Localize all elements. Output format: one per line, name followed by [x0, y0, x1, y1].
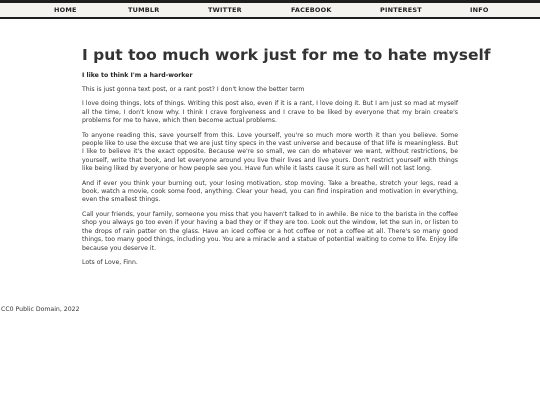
nav-link-twitter[interactable]: TWITTER [208, 6, 242, 14]
nav-bar [0, 3, 540, 19]
article-paragraph: Call your friends, your family, someone you miss that you haven't talked to in awhile. Be nice to the barista in the coffee shop you always go too even if your having a bad they or if they are too. Look out the window, let the sun in, or listen to the drops of rain patter on the glass. Have an iced coffee or a hot coffee or not a coffee at all. There's so many good things, too many good things, including you. You are a miracle and a statue of potential waiting to come to life. Enjoy life because you deserve it. [82, 210, 458, 252]
nav-link-home[interactable]: HOME [54, 6, 77, 14]
article-paragraph: This is just gonna text post, or a rant post? I don't know the better term [82, 86, 305, 93]
article [82, 45, 491, 267]
nav-link-tumblr[interactable]: TUMBLR [128, 6, 160, 14]
nav-link-facebook[interactable]: FACEBOOK [291, 6, 332, 14]
nav-link-pinterest[interactable]: PINTEREST [380, 6, 422, 14]
article-title: I put too much work just for me to hate myself [82, 46, 491, 64]
article-signoff: Lots of Love, Finn. [82, 258, 138, 266]
nav-link-info[interactable]: INFO [470, 6, 489, 14]
article-paragraph: And if ever you think your burning out, your losing motivation, stop moving. Take a breathe, stretch your legs, read a book, watch a movie, cook some food, anything. Clear your head, you can find inspiration and motivation in everything, even the smallest things. [82, 179, 458, 204]
article-paragraph: I love doing things, lots of things. Writing this post also, even if it is a rant, I love doing it. But I am just so mad at myself all the time, I don't know why. I think I crave forgiveness and I crave to be liked by everyone that my brain create's problems for me to have, which then become actual problems. [82, 100, 458, 125]
article-paragraph: To anyone reading this, save yourself from this. Love yourself, you're so much more worth it than you believe. Some people like to use the excuse that we are just tiny specs in the vast universe and because of that life is meaningless. But I like to believe it's the exact opposite. Because we're so small, we can do whatever we want, without restrictions, be yourself, write that book, and let everyone around you live their lives and live yours. Don't restrict yourself with things like being liked by everyone or how people see you. Have fun while it lasts cause it sure as hell will not last long. [82, 131, 458, 173]
article-subtitle: I like to think I'm a hard-worker [82, 72, 193, 79]
footer-copyright: CC0 Public Domain, 2022 [1, 306, 80, 313]
